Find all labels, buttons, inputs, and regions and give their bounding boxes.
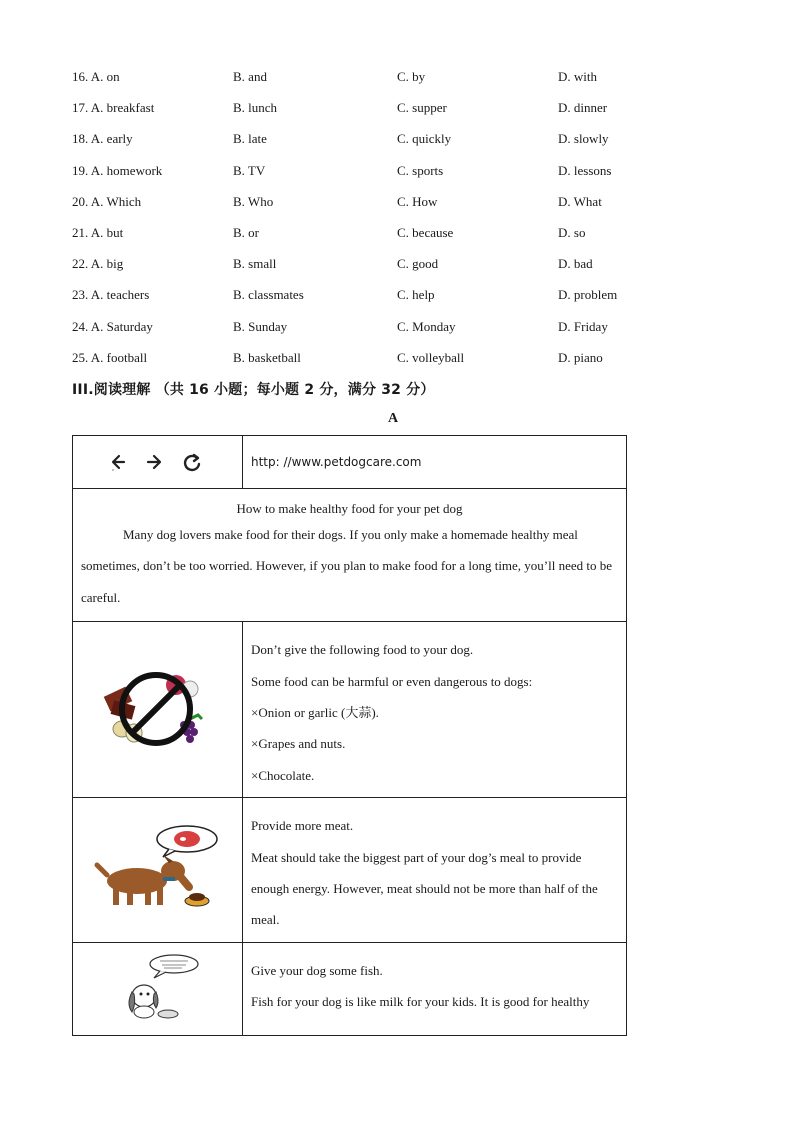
option-b: B. and	[233, 69, 267, 84]
tip-text: Meat should take the biggest part of your dog’s meal to provide enough energy. However, meat should not be more than half of the meal.	[251, 849, 598, 928]
tip-item: ×Chocolate.	[251, 767, 315, 783]
tip-item: ×Onion or garlic (大蒜).	[251, 705, 379, 721]
option-c: C. How	[397, 193, 438, 209]
tip-heading: Don’t give the following food to your dog.	[251, 642, 474, 658]
option-c: C. Monday	[397, 318, 456, 334]
answer-options	[72, 62, 652, 374]
dog-meat-image	[73, 798, 243, 943]
option-d: D. bad	[558, 256, 593, 272]
tip-text: Fish for your dog is like milk for your kids. It is good for healthy	[251, 994, 590, 1010]
option-c: C. quickly	[397, 131, 452, 147]
option-row	[72, 62, 652, 93]
option-row	[72, 124, 652, 155]
tip-heading: Give your dog some fish.	[251, 962, 383, 978]
option-a: 21. A. but	[72, 224, 124, 240]
section-title: III.阅读理解 （共 16 小题；每小题 2 分，满分 32 分）	[72, 382, 435, 398]
forbidden-food-icon	[98, 663, 218, 753]
webpage-table	[72, 435, 627, 1036]
option-row	[72, 187, 652, 218]
option-b: B. classmates	[233, 287, 304, 303]
option-b: B. or	[233, 224, 259, 240]
option-b: B. TV	[233, 162, 266, 178]
dog-with-bowl-icon	[108, 952, 208, 1022]
option-d: D. dinner	[558, 100, 608, 116]
option-a: 22. A. big	[72, 256, 124, 272]
option-row	[72, 218, 652, 249]
option-a: 25. A. football	[72, 349, 148, 365]
option-d: D. lessons	[558, 162, 612, 178]
option-a: 20. A. Which	[72, 193, 142, 209]
intro-section	[73, 489, 627, 622]
option-c: C. by	[397, 69, 426, 84]
option-d: D. so	[558, 224, 586, 240]
option-b: B. basketball	[233, 349, 301, 365]
option-b: B. lunch	[233, 100, 278, 116]
option-d: D. slowly	[558, 131, 609, 147]
dog-bowl-image	[73, 942, 243, 1035]
option-d: D. What	[558, 193, 602, 209]
address-bar[interactable]: http: //www.petdogcare.com	[243, 436, 627, 489]
passage-letter: A	[387, 411, 399, 426]
option-d: D. Friday	[558, 318, 608, 334]
option-c: C. help	[397, 287, 435, 303]
option-b: B. small	[233, 256, 277, 272]
option-a: 24. A. Saturday	[72, 318, 153, 334]
option-a: 18. A. early	[72, 131, 133, 147]
option-d: D. problem	[558, 287, 618, 303]
browser-nav	[73, 436, 243, 489]
option-c: C. sports	[397, 162, 444, 178]
option-b: B. late	[233, 131, 267, 147]
arrow-left-icon[interactable]	[112, 456, 124, 471]
option-row	[72, 312, 652, 343]
option-c: C. volleyball	[397, 349, 465, 365]
option-b: B. Sunday	[233, 318, 288, 334]
forbidden-food-image	[73, 622, 243, 798]
tip-meat	[243, 798, 627, 943]
option-c: C. supper	[397, 100, 447, 116]
option-row	[72, 343, 652, 374]
tip-fish	[243, 942, 627, 1035]
tip-forbidden-food	[243, 622, 627, 798]
option-row	[72, 280, 652, 311]
dog-eating-meat-icon	[93, 823, 223, 913]
option-d: D. piano	[558, 349, 603, 365]
tip-heading: Provide more meat.	[251, 818, 354, 834]
nav-icons	[108, 450, 208, 474]
tip-text: Some food can be harmful or even dangerous to dogs:	[251, 673, 533, 689]
arrow-right-icon[interactable]	[148, 456, 160, 468]
tip-item: ×Grapes and nuts.	[251, 736, 346, 752]
option-b: B. Who	[233, 193, 274, 209]
option-a: 17. A. breakfast	[72, 100, 155, 116]
option-c: C. because	[397, 224, 454, 240]
option-a: 19. A. homework	[72, 162, 163, 178]
option-a: 23. A. teachers	[72, 287, 150, 303]
option-row	[72, 93, 652, 124]
option-c: C. good	[397, 256, 439, 272]
option-d: D. with	[558, 69, 597, 84]
reload-icon[interactable]	[185, 455, 199, 470]
intro-paragraph: Many dog lovers make food for their dogs. If you only make a homemade healthy meal sometimes, don’t be too worried. However, if you plan to make food for a long time, you’ll need to be careful.	[81, 527, 613, 605]
option-a: 16. A. on	[72, 69, 120, 84]
option-row	[72, 249, 652, 280]
option-row	[72, 156, 652, 187]
article-title: How to make healthy food for your pet dog	[236, 501, 463, 516]
